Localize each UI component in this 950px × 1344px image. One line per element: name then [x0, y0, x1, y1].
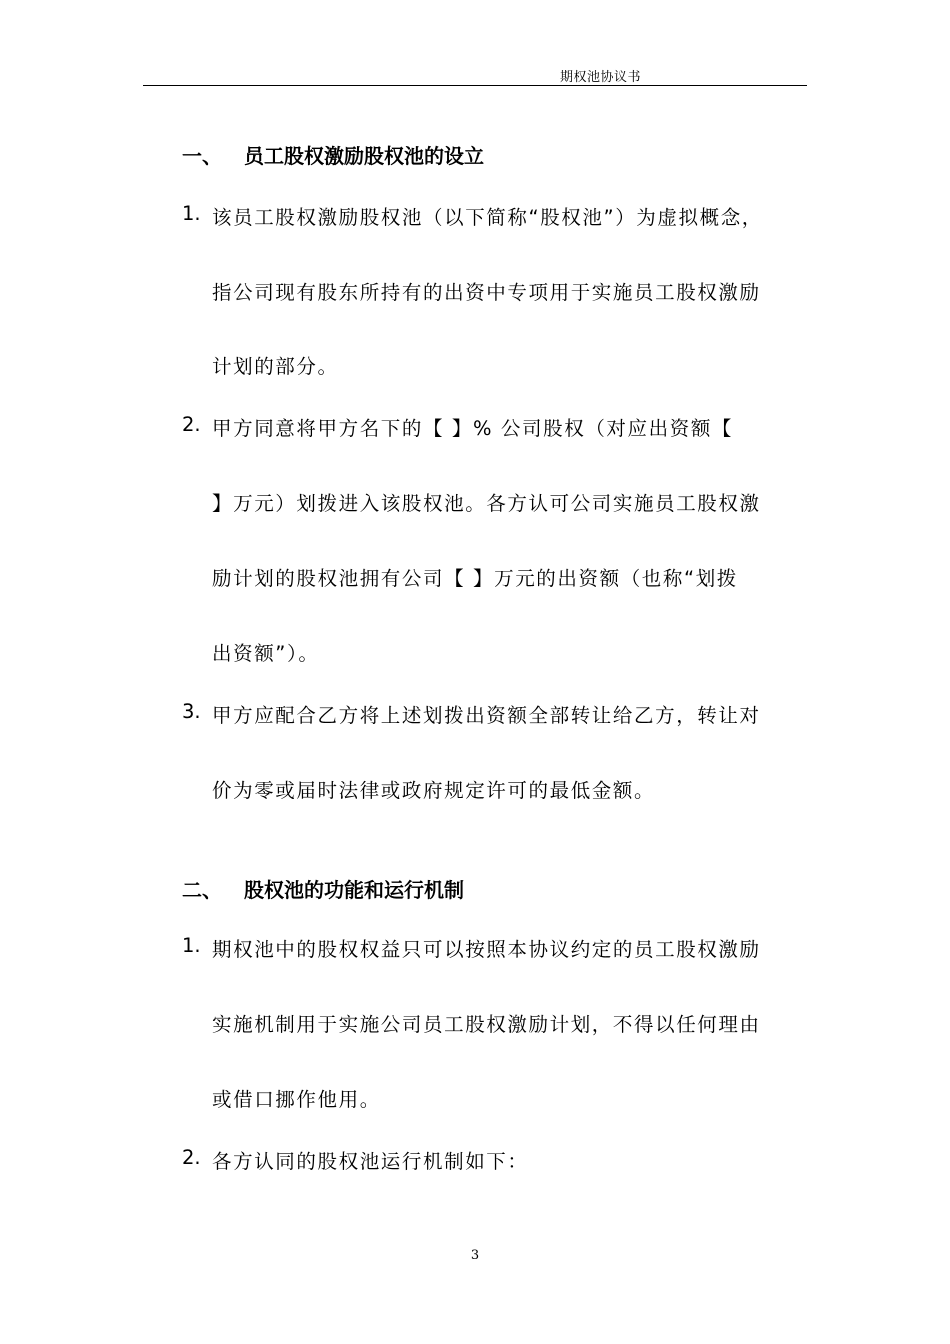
paragraph-line: 实施机制用于实施公司员工股权激励计划，不得以任何理由 — [212, 1013, 761, 1036]
paragraph-line: 该员工股权激励股权池（以下简称“股权池”）为虚拟概念， — [212, 206, 763, 229]
item-number: 2. — [182, 413, 201, 436]
item-number: 2. — [182, 1146, 201, 1169]
item-number: 3. — [182, 700, 201, 723]
paragraph-line: 计划的部分。 — [212, 355, 339, 378]
paragraph-line: 励计划的股权池拥有公司【 】万元的出资额（也称“划拨 — [212, 567, 738, 590]
section-number: 一、 — [182, 144, 222, 168]
section-heading-2 — [182, 874, 464, 903]
paragraph-line: 甲方同意将甲方名下的【 】% 公司股权（对应出资额【 — [212, 417, 734, 440]
section-number: 二、 — [182, 878, 222, 902]
header-divider — [143, 85, 807, 86]
section-title: 员工股权激励股权池的设立 — [244, 144, 484, 168]
page-number: 3 — [470, 1248, 480, 1263]
section-heading-1 — [182, 140, 484, 169]
paragraph-line: 】万元）划拨进入该股权池。各方认可公司实施员工股权激 — [212, 492, 761, 515]
paragraph-line: 价为零或届时法律或政府规定许可的最低金额。 — [212, 779, 656, 802]
section-title: 股权池的功能和运行机制 — [244, 878, 464, 902]
paragraph-line: 指公司现有股东所持有的出资中专项用于实施员工股权激励 — [212, 281, 761, 304]
paragraph-line: 出资额”）。 — [212, 642, 320, 665]
paragraph-line: 或借口挪作他用。 — [212, 1088, 381, 1111]
item-number: 1. — [182, 202, 201, 225]
item-number: 1. — [182, 934, 201, 957]
paragraph-line: 各方认同的股权池运行机制如下： — [212, 1150, 529, 1173]
paragraph-line: 期权池中的股权权益只可以按照本协议约定的员工股权激励 — [212, 938, 761, 961]
header-title: 期权池协议书 — [560, 70, 642, 85]
paragraph-line: 甲方应配合乙方将上述划拨出资额全部转让给乙方，转让对 — [212, 704, 761, 727]
